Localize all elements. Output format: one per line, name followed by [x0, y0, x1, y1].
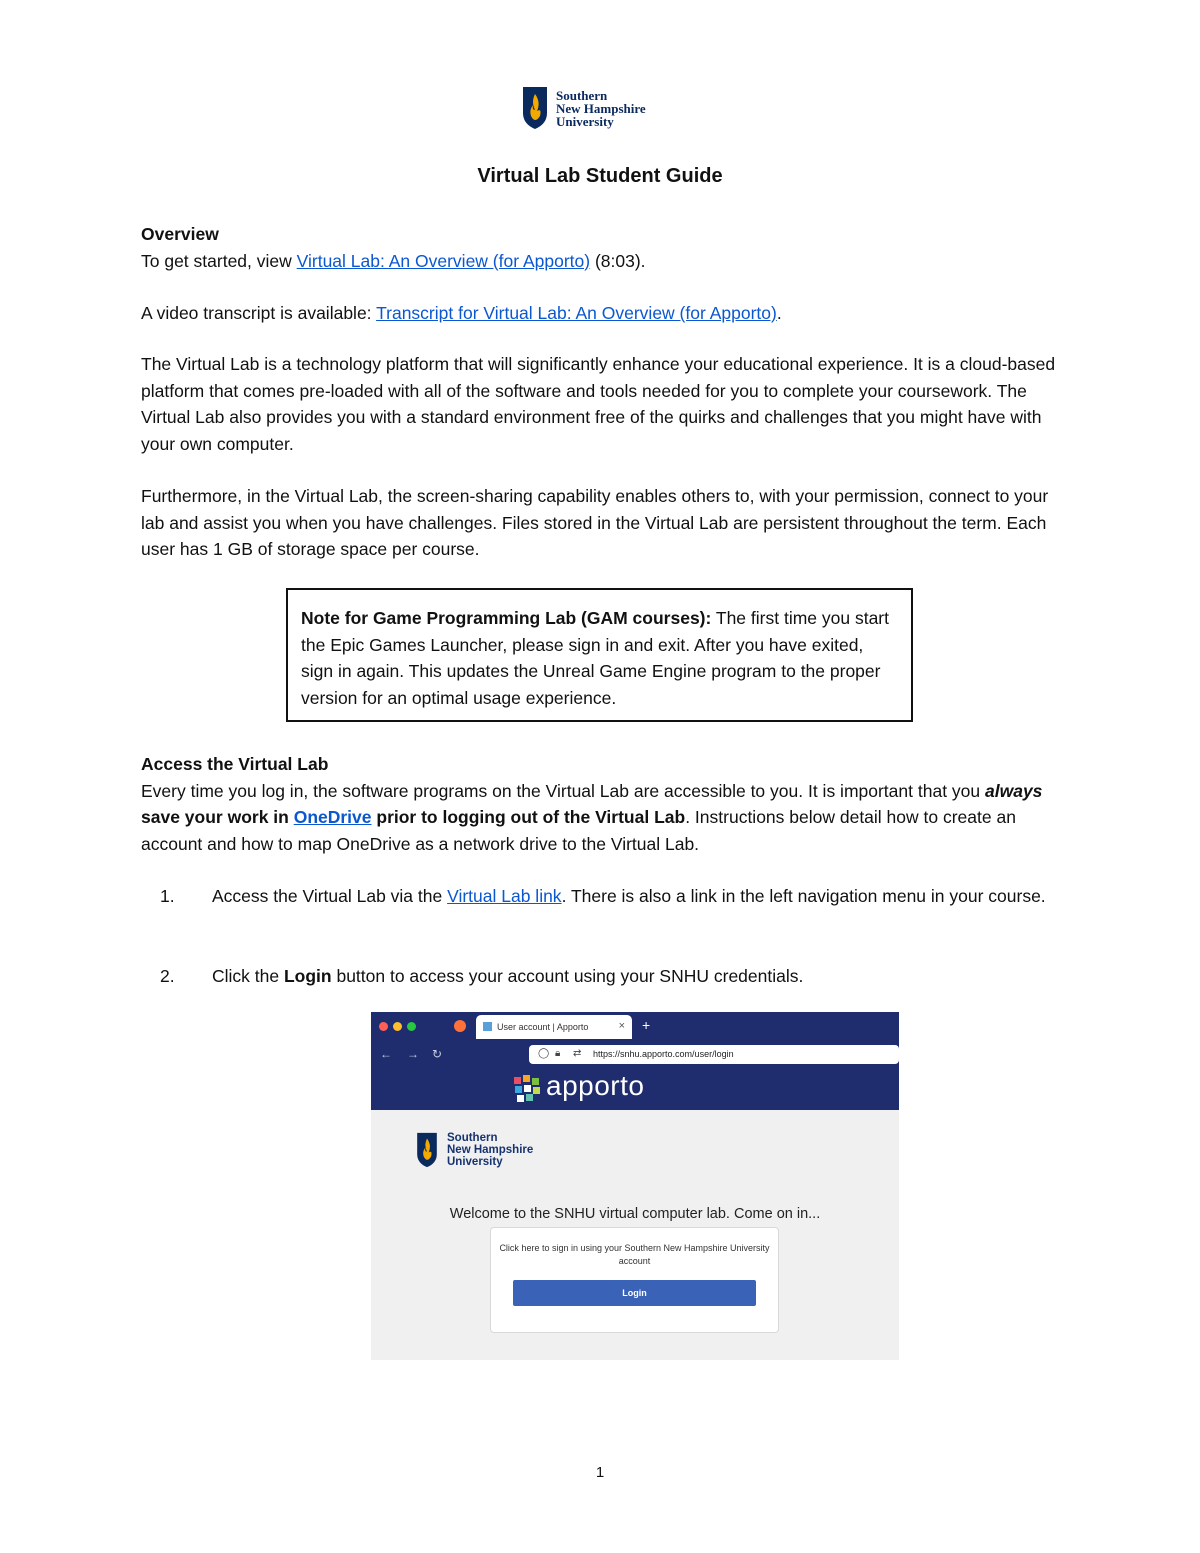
login-card-text: Click here to sign in using your Southern New Hampshire University account: [499, 1243, 770, 1266]
step-2-prefix: Click the: [212, 966, 284, 986]
new-tab-icon: +: [642, 1017, 651, 1033]
overview-heading: Overview: [141, 224, 219, 244]
note-text: The first time you start the Epic Games Launcher, please sign in and exit. After you have exited, sign in again. This updates the Unreal Game Engine program to the proper version for an optimal usage experience.: [301, 608, 889, 708]
access-always: always: [985, 780, 1043, 801]
browser-tab-bar: [371, 1012, 899, 1041]
step-1-prefix: Access the Virtual Lab via the: [212, 886, 448, 906]
gam-note-box: [286, 588, 913, 722]
login-logo-line-3: University: [447, 1156, 503, 1168]
access-section: [141, 751, 1061, 857]
step-2: [160, 963, 1050, 991]
firefox-icon: [454, 1020, 466, 1032]
welcome-message: Welcome to the SNHU virtual computer lab. Come on in...: [449, 1206, 821, 1222]
apporto-logo-icon: [512, 1073, 544, 1105]
apporto-favicon-icon: [483, 1022, 492, 1031]
shield-flame-icon: [415, 1132, 439, 1168]
page-title: Virtual Lab Student Guide: [477, 165, 723, 187]
permissions-icon: ⇄: [573, 1048, 582, 1059]
access-heading: Access the Virtual Lab: [141, 754, 329, 774]
zoom-window-icon: [407, 1022, 416, 1031]
virtual-lab-link[interactable]: Virtual Lab link: [447, 886, 562, 906]
login-button[interactable]: Login: [513, 1280, 756, 1306]
step-2-login-bold: Login: [283, 966, 332, 986]
snhu-logo: [522, 85, 646, 131]
overview-line1-prefix: To get started, view: [141, 250, 297, 271]
address-url: https://snhu.apporto.com/user/login: [593, 1049, 734, 1059]
onedrive-link[interactable]: OneDrive: [293, 807, 372, 827]
step-1-suffix: . There is also a link in the left navigation menu in your course.: [561, 886, 1046, 906]
transcript-line: [141, 300, 1061, 327]
lock-icon: 🔒︎: [555, 1048, 561, 1059]
shield-flame-icon: [522, 86, 548, 130]
forward-arrow-icon: →: [407, 1047, 419, 1061]
reload-icon: ↻: [432, 1047, 443, 1061]
access-bold-2: prior to logging out of the Virtual Lab: [371, 807, 686, 827]
apporto-login-screenshot: [371, 1012, 899, 1360]
browser-tab-title: User account | Apporto: [497, 1022, 589, 1032]
intro-paragraph: The Virtual Lab is a technology platform that will significantly enhance your educational experience. It is a cloud-based platform that comes pre-loaded with all of the software and tools needed for you to complete your coursework. The Virtual Lab also provides you with a standard environment free of the quirks and challenges that you might have with your own computer.: [141, 354, 1056, 454]
tab-close-icon: ×: [618, 1020, 625, 1032]
overview-line1-suffix: (8:03).: [590, 250, 646, 271]
logo-line-3: University: [556, 113, 614, 129]
step-1: [160, 883, 1050, 937]
apporto-header: [371, 1068, 899, 1110]
access-bold-1: save your work in: [141, 807, 294, 827]
page-number: 1: [595, 1464, 605, 1481]
transcript-prefix: A video transcript is available:: [141, 303, 377, 323]
step-2-suffix: button to access your account using your SNHU credentials.: [331, 966, 804, 986]
browser-tab: [476, 1015, 632, 1039]
browser-nav-bar: [371, 1041, 899, 1068]
apporto-brand: apporto: [546, 1070, 645, 1101]
step-number: 2.: [160, 966, 175, 986]
note-label: Note for Game Programming Lab (GAM courses):: [301, 608, 712, 628]
access-text-prefix: Every time you log in, the software programs on the Virtual Lab are accessible to you. It is important that you: [141, 780, 985, 801]
overview-video-link[interactable]: Virtual Lab: An Overview (for Apporto): [296, 250, 591, 271]
login-logo-line-1: Southern: [447, 1132, 498, 1144]
back-arrow-icon: ←: [380, 1047, 392, 1061]
transcript-link[interactable]: Transcript for Virtual Lab: An Overview (for Apporto): [376, 303, 777, 323]
shield-icon: ◯: [538, 1048, 550, 1059]
login-card: [490, 1227, 779, 1333]
access-text-suffix: . Instructions below detail how to create an account and how to map OneDrive as a network drive to the Virtual Lab.: [141, 807, 1016, 854]
logo-line-2: New Hampshire: [556, 100, 646, 116]
transcript-suffix: .: [776, 303, 782, 323]
step-number: 1.: [160, 886, 175, 906]
close-window-icon: [379, 1022, 388, 1031]
screen-sharing-paragraph: Furthermore, in the Virtual Lab, the screen-sharing capability enables others to, with your permission, connect to your lab and assist you when you have challenges. Files stored in the Virtual Lab are persistent throughout the term. Each user has 1 GB of storage space per course.: [141, 486, 1049, 559]
login-logo-line-2: New Hampshire: [447, 1144, 534, 1156]
overview-section: [141, 221, 1061, 274]
minimize-window-icon: [393, 1022, 402, 1031]
snhu-login-logo: [415, 1132, 533, 1168]
address-bar: [529, 1045, 899, 1064]
logo-line-1: Southern: [556, 87, 608, 103]
